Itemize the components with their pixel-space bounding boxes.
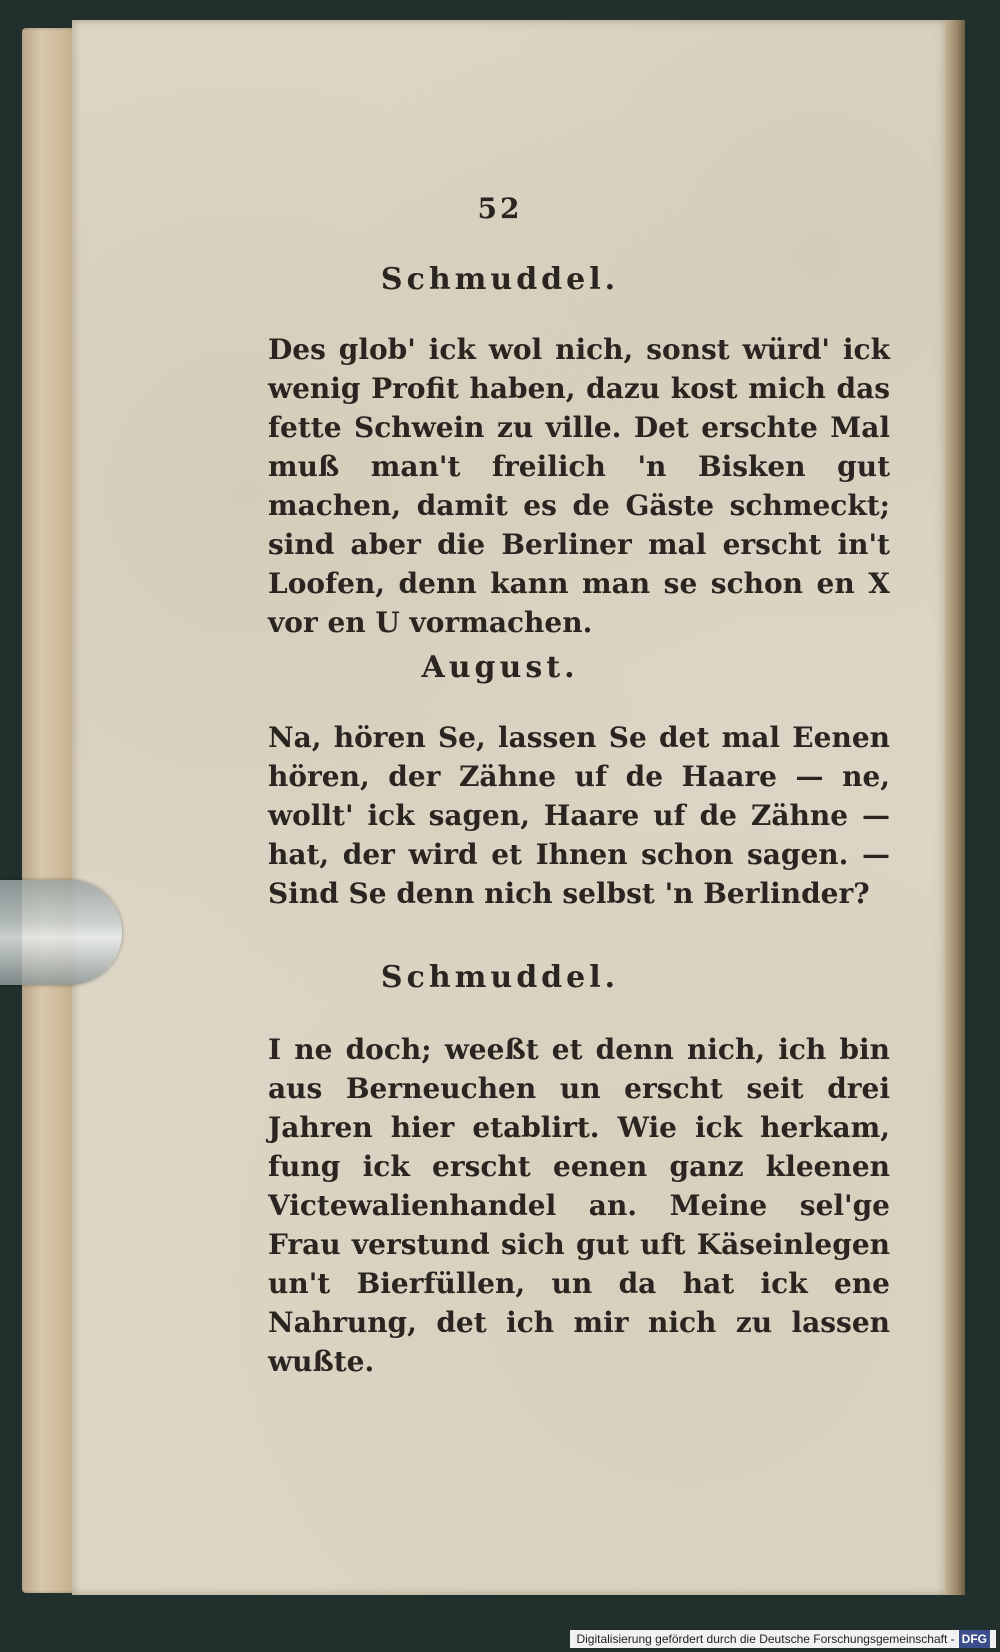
book-right-edge bbox=[945, 20, 965, 1595]
speaker-heading: August. bbox=[421, 650, 579, 685]
speaker-heading: Schmuddel. bbox=[380, 262, 620, 297]
dialogue-paragraph: Na, hören Se, lassen Se det mal Eenen hören, der Zähne uf de Haare — ne, wollt' ick sagen, Haare uf de Zähne — hat, der wird et Ihnen schon sagen. — Sind Se denn nich selbst 'n Berlinder? bbox=[268, 721, 890, 910]
digitization-credit bbox=[570, 1630, 996, 1648]
page-number: 52 bbox=[477, 192, 523, 225]
dfg-logo: DFG bbox=[959, 1630, 990, 1648]
speaker-heading: Schmuddel. bbox=[380, 960, 620, 995]
credit-text: Digitalisierung gefördert durch die Deutsche Forschungsgemeinschaft - bbox=[576, 1632, 955, 1646]
dialogue-paragraph: I ne doch; weeßt et denn nich, ich bin aus Berneuchen un erscht seit drei Jahren hier etablirt. Wie ick herkam, fung ick erscht eenen ganz kleenen Victewalienhandel an. Meine sel'ge Frau verstund sich gut uft Käseinlegen un't Bierfüllen, un da hat ick ene Nahrung, det ich mir nich zu lassen wußte. bbox=[268, 1033, 890, 1378]
dialogue-paragraph: Des glob' ick wol nich, sonst würd' ick wenig Profit haben, dazu kost mich das fette Schwein zu ville. Det erschte Mal muß man't freilich 'n Bisken gut machen, damit es de Gäste schmeckt; sind aber die Berliner mal erscht in't Loofen, denn kann man se schon en X vor en U vormachen. bbox=[268, 333, 890, 639]
